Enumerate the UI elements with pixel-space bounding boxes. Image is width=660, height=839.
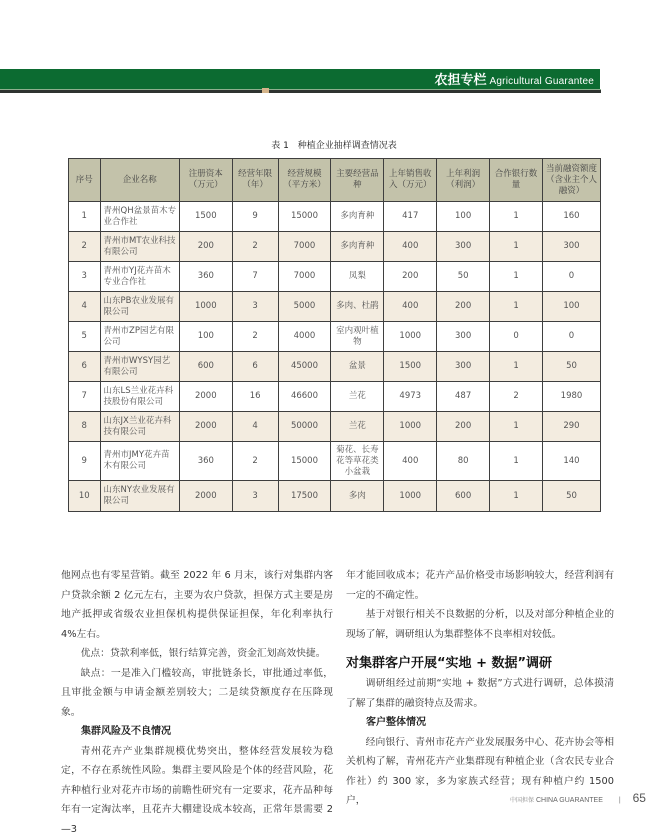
table-cell: 2 [232, 442, 278, 481]
table-cell: 3 [69, 262, 101, 292]
table-cell: 600 [179, 352, 232, 382]
table-cell: 2 [490, 382, 543, 412]
table-cell: 300 [542, 232, 600, 262]
table-cell: 山东NY农业发展有限公司 [100, 481, 179, 512]
column-header: 合作银行数量 [490, 159, 543, 202]
column-header: 注册资本（万元） [179, 159, 232, 202]
table-cell: 7000 [278, 232, 331, 262]
table-cell: 9 [232, 202, 278, 232]
table-cell: 0 [542, 262, 600, 292]
column-header: 经营规模（平方米） [278, 159, 331, 202]
table-cell: 290 [542, 412, 600, 442]
table-cell: 1 [490, 442, 543, 481]
table-cell: 100 [179, 322, 232, 352]
table-cell: 7 [232, 262, 278, 292]
table-cell: 50 [542, 352, 600, 382]
table-cell: 360 [179, 262, 232, 292]
table-cell: 400 [384, 232, 437, 262]
table-cell: 菊花、长寿花等草花类小盆栽 [331, 442, 384, 481]
table-cell: 6 [232, 352, 278, 382]
table-cell: 50000 [278, 412, 331, 442]
table-cell: 45000 [278, 352, 331, 382]
table-row [69, 382, 601, 412]
table-cell: 2000 [179, 481, 232, 512]
paragraph-disadvantages: 缺点：一是准入门槛较高，审批链条长，审批通过率低，且审批金额与申请金额差别较大；二是续贷额度存在压降现象。 [61, 664, 333, 723]
table-cell: 多肉育种 [331, 202, 384, 232]
table-cell: 0 [542, 322, 600, 352]
section-title [435, 70, 594, 88]
table-cell: 300 [437, 232, 490, 262]
table-cell: 青州市MT农业科技有限公司 [100, 232, 179, 262]
table-cell: 6 [69, 352, 101, 382]
page-footer [510, 791, 646, 805]
subheading-risk: 集群风险及不良情况 [61, 722, 333, 742]
column-header: 企业名称 [100, 159, 179, 202]
table-cell: 417 [384, 202, 437, 232]
table-cell: 100 [437, 202, 490, 232]
table-cell: 4 [69, 292, 101, 322]
table-row [69, 481, 601, 512]
table-cell: 1 [69, 202, 101, 232]
table-cell: 山东JX兰业花卉科技有限公司 [100, 412, 179, 442]
table-cell: 50 [437, 262, 490, 292]
table-cell: 1980 [542, 382, 600, 412]
table-cell: 140 [542, 442, 600, 481]
table-cell: 3 [232, 292, 278, 322]
table-row [69, 292, 601, 322]
table-cell: 300 [437, 322, 490, 352]
table-cell: 多肉、杜鹃 [331, 292, 384, 322]
header-accent-mark [262, 88, 269, 93]
footer-separator: | [619, 797, 621, 804]
table-cell: 2 [232, 322, 278, 352]
table-cell: 200 [179, 232, 232, 262]
table-cell: 16 [232, 382, 278, 412]
column-header: 序号 [69, 159, 101, 202]
table-cell: 10 [69, 481, 101, 512]
table-cell: 0 [490, 322, 543, 352]
table-cell: 1500 [179, 202, 232, 232]
table-cell: 15000 [278, 202, 331, 232]
table-cell: 600 [437, 481, 490, 512]
magazine-name: CHINA GUARANTEE [536, 797, 603, 804]
table-cell: 46600 [278, 382, 331, 412]
table-cell: 4973 [384, 382, 437, 412]
table-cell: 2 [232, 232, 278, 262]
table-row [69, 232, 601, 262]
table-cell: 2000 [179, 412, 232, 442]
table-cell: 160 [542, 202, 600, 232]
table-cell: 7000 [278, 262, 331, 292]
column-header: 上年销售收入（万元） [384, 159, 437, 202]
table-cell: 360 [179, 442, 232, 481]
table-caption: 表 1 种植企业抽样调查情况表 [68, 138, 600, 151]
article-right-column [346, 566, 614, 811]
table-cell: 凤梨 [331, 262, 384, 292]
table-row [69, 262, 601, 292]
page-number: 65 [633, 791, 646, 805]
table-row [69, 352, 601, 382]
table-cell: 2 [69, 232, 101, 262]
table-cell: 5 [69, 322, 101, 352]
table-cell: 300 [437, 352, 490, 382]
paragraph: 经向银行、青州市花卉产业发展服务中心、花卉协会等相关机构了解，青州花卉产业集群现有种植企业（含农民专业合作社）约 300 家，多为家族式经营；现有种植户约 1500 户， [346, 733, 614, 811]
table-cell: 487 [437, 382, 490, 412]
section-title-cn: 农担专栏 [435, 73, 487, 88]
table-row [69, 412, 601, 442]
paragraph: 调研组经过前期“实地 + 数据”方式进行调研，总体摸清了解了集群的融资特点及需求。 [346, 674, 614, 713]
paragraph-advantages: 优点：贷款利率低，银行结算完善，资金汇划高效快捷。 [61, 644, 333, 664]
header-divider [0, 89, 601, 93]
table-cell: 1000 [384, 412, 437, 442]
section-title-en: Agricultural Guarantee [490, 76, 594, 87]
table-cell: 200 [437, 412, 490, 442]
column-header: 当前融资额度（含业主个人融资） [542, 159, 600, 202]
table-cell: 1 [490, 481, 543, 512]
column-header: 主要经营品种 [331, 159, 384, 202]
table-cell: 1500 [384, 352, 437, 382]
table-cell: 7 [69, 382, 101, 412]
table-cell: 兰花 [331, 382, 384, 412]
article-left-column [61, 566, 333, 839]
paragraph: 年才能回收成本；花卉产品价格受市场影响较大，经营利润有一定的不确定性。 [346, 566, 614, 605]
table-cell: 2000 [179, 382, 232, 412]
table-cell: 青州市WYSY园艺有限公司 [100, 352, 179, 382]
table-cell: 青州QH盆景苗木专业合作社 [100, 202, 179, 232]
table-cell: 8 [69, 412, 101, 442]
table-cell: 3 [232, 481, 278, 512]
table-row [69, 322, 601, 352]
table-cell: 1000 [179, 292, 232, 322]
table-row [69, 202, 601, 232]
table-cell: 5000 [278, 292, 331, 322]
table-cell: 9 [69, 442, 101, 481]
section-heading: 对集群客户开展“实地 + 数据”调研 [346, 654, 614, 674]
table-cell: 山东LS兰业花卉科技股份有限公司 [100, 382, 179, 412]
column-header: 经营年限（年） [232, 159, 278, 202]
paragraph: 他网点也有零星营销。截至 2022 年 6 月末，该行对集群内客户贷款余额 2 亿元左右，主要为农户贷款，担保方式主要是房地产抵押或省级农业担保机构提供保证担保，年化利率执行 4%左右。 [61, 566, 333, 644]
table-cell: 200 [384, 262, 437, 292]
table-header-row [69, 159, 601, 202]
paragraph: 青州花卉产业集群规模优势突出，整体经营发展较为稳定，不存在系统性风险。集群主要风险是个体的经营风险，花卉种植行业对花卉市场的前瞻性研究有一定要求，花卉品种每年有一定淘汰率，且花卉大棚建设成本较高，正常年景需要 2—3 [61, 742, 333, 839]
survey-table [68, 158, 601, 512]
table-cell: 15000 [278, 442, 331, 481]
table-cell: 4000 [278, 322, 331, 352]
table-cell: 多肉育种 [331, 232, 384, 262]
table-cell: 1 [490, 292, 543, 322]
column-header: 上年利润（利润） [437, 159, 490, 202]
table-cell: 兰花 [331, 412, 384, 442]
table-cell: 1 [490, 352, 543, 382]
magazine-logo: 中国担保 [510, 798, 534, 804]
table-cell: 青州市JMY花卉苗木有限公司 [100, 442, 179, 481]
paragraph: 基于对银行相关不良数据的分析，以及对部分种植企业的现场了解，调研组认为集群整体不良率相对较低。 [346, 605, 614, 644]
subheading-customers: 客户整体情况 [346, 713, 614, 733]
table-cell: 400 [384, 442, 437, 481]
table-cell: 100 [542, 292, 600, 322]
table-cell: 青州市ZP园艺有限公司 [100, 322, 179, 352]
table-cell: 50 [542, 481, 600, 512]
table-cell: 1 [490, 232, 543, 262]
table-cell: 1 [490, 412, 543, 442]
table-cell: 室内观叶植物 [331, 322, 384, 352]
table-cell: 1000 [384, 322, 437, 352]
table-cell: 多肉 [331, 481, 384, 512]
table-cell: 200 [437, 292, 490, 322]
table-cell: 1 [490, 262, 543, 292]
table-cell: 1000 [384, 481, 437, 512]
table-cell: 山东PB农业发展有限公司 [100, 292, 179, 322]
table-cell: 1 [490, 202, 543, 232]
table-cell: 盆景 [331, 352, 384, 382]
table-row [69, 442, 601, 481]
table-cell: 80 [437, 442, 490, 481]
table-cell: 青州市YJ花卉苗木专业合作社 [100, 262, 179, 292]
table-cell: 400 [384, 292, 437, 322]
table-cell: 4 [232, 412, 278, 442]
table-cell: 17500 [278, 481, 331, 512]
